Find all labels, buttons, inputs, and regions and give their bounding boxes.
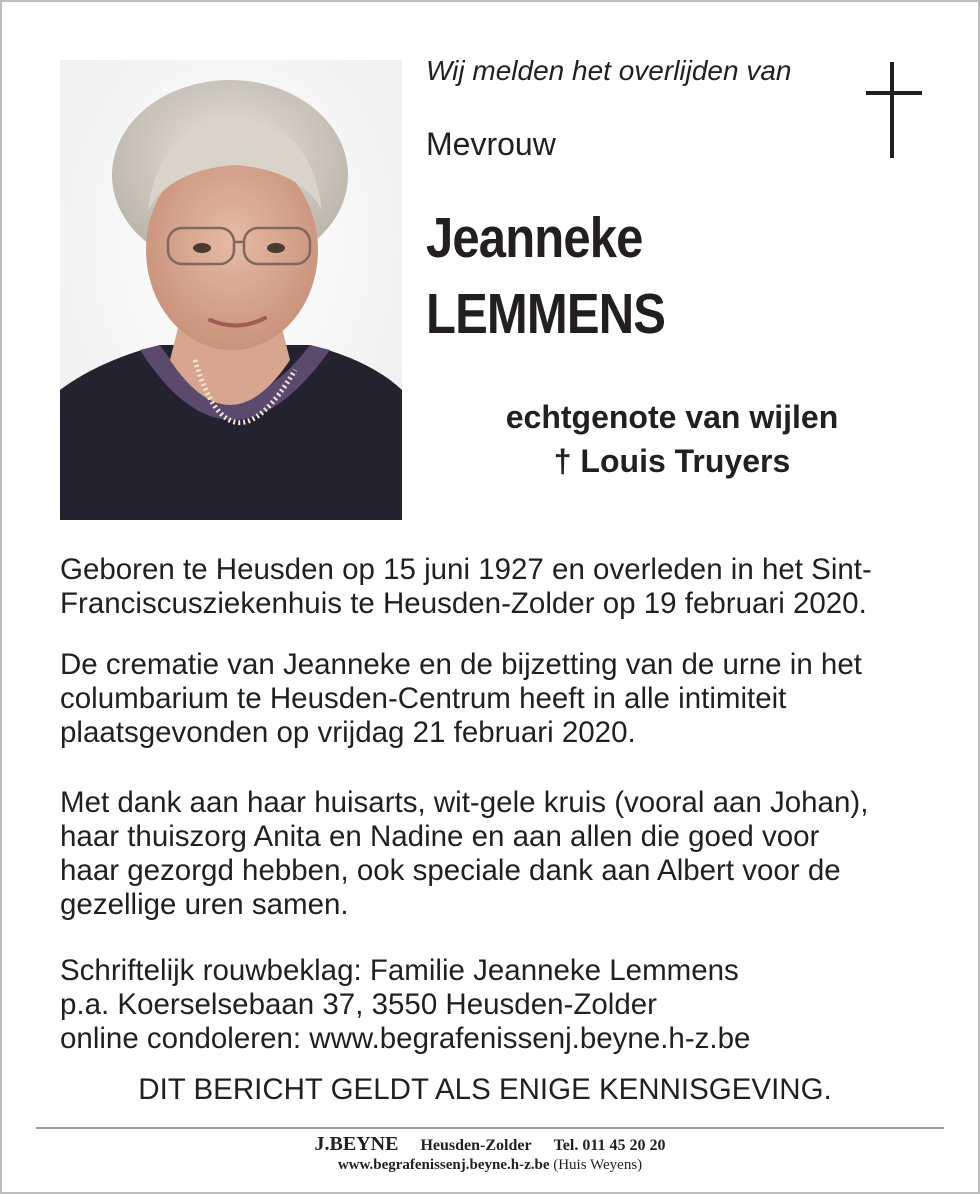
birth-death-paragraph (60, 553, 940, 621)
paragraph-line: haar gezorgd hebben, ook speciale dank aan Albert voor de (60, 854, 841, 887)
funeral-home-brand: J.BEYNE (314, 1133, 399, 1155)
funeral-home-phone: Tel. 011 45 20 20 (553, 1137, 666, 1154)
funeral-home-website: www.begrafenissenj.beyne.h-z.be (337, 1157, 550, 1173)
paragraph-line: columbarium te Heusden-Centrum heeft in alle intimiteit (60, 682, 787, 715)
contact-paragraph (60, 954, 940, 1056)
spouse-info (426, 395, 918, 483)
paragraph-line: Met dank aan haar huisarts, wit-gele kruis (vooral aan Johan), (60, 786, 869, 819)
cremation-paragraph (60, 648, 940, 750)
intro-text: Wij melden het overlijden van (426, 55, 792, 86)
deceased-name (426, 200, 665, 352)
funeral-home-location: Heusden-Zolder (420, 1137, 532, 1154)
portrait-photo (60, 60, 402, 520)
last-name: LEMMENS (426, 282, 666, 346)
paragraph-line: De crematie van Jeanneke en de bijzetting van de urne in het (60, 648, 862, 681)
paragraph-line: p.a. Koerselsebaan 37, 3550 Heusden-Zolder (60, 988, 657, 1021)
footer-divider (36, 1127, 944, 1129)
condolence-link-line: online condoleren: www.begrafenissenj.beyne.h-z.be (60, 1022, 751, 1055)
funeral-home-house: (Huis Weyens) (553, 1157, 643, 1173)
paragraph-line: Geboren te Heusden op 15 juni 1927 en overleden in het Sint- (60, 553, 872, 586)
spouse-line-2: † Louis Truyers (553, 443, 791, 479)
footer-line-2 (0, 1156, 980, 1174)
paragraph-line: Schriftelijk rouwbeklag: Familie Jeanneke Lemmens (60, 954, 739, 987)
funeral-home-footer (0, 1134, 980, 1174)
cross-icon (866, 62, 922, 158)
paragraph-line: haar thuiszorg Anita en Nadine en aan allen die goed voor (60, 820, 820, 853)
first-name: Jeanneke (426, 206, 643, 270)
paragraph-line: Franciscusziekenhuis te Heusden-Zolder op 19 februari 2020. (60, 587, 867, 620)
footer-line-1 (0, 1134, 980, 1156)
paragraph-line: plaatsgevonden op vrijdag 21 februari 2020. (60, 716, 636, 749)
spouse-line-1: echtgenote van wijlen (505, 399, 839, 435)
closing-notice: DIT BERICHT GELDT ALS ENIGE KENNISGEVING. (138, 1073, 832, 1106)
thanks-paragraph (60, 786, 940, 922)
paragraph-line: gezellige uren samen. (60, 888, 349, 921)
honorific: Mevrouw (426, 126, 556, 162)
